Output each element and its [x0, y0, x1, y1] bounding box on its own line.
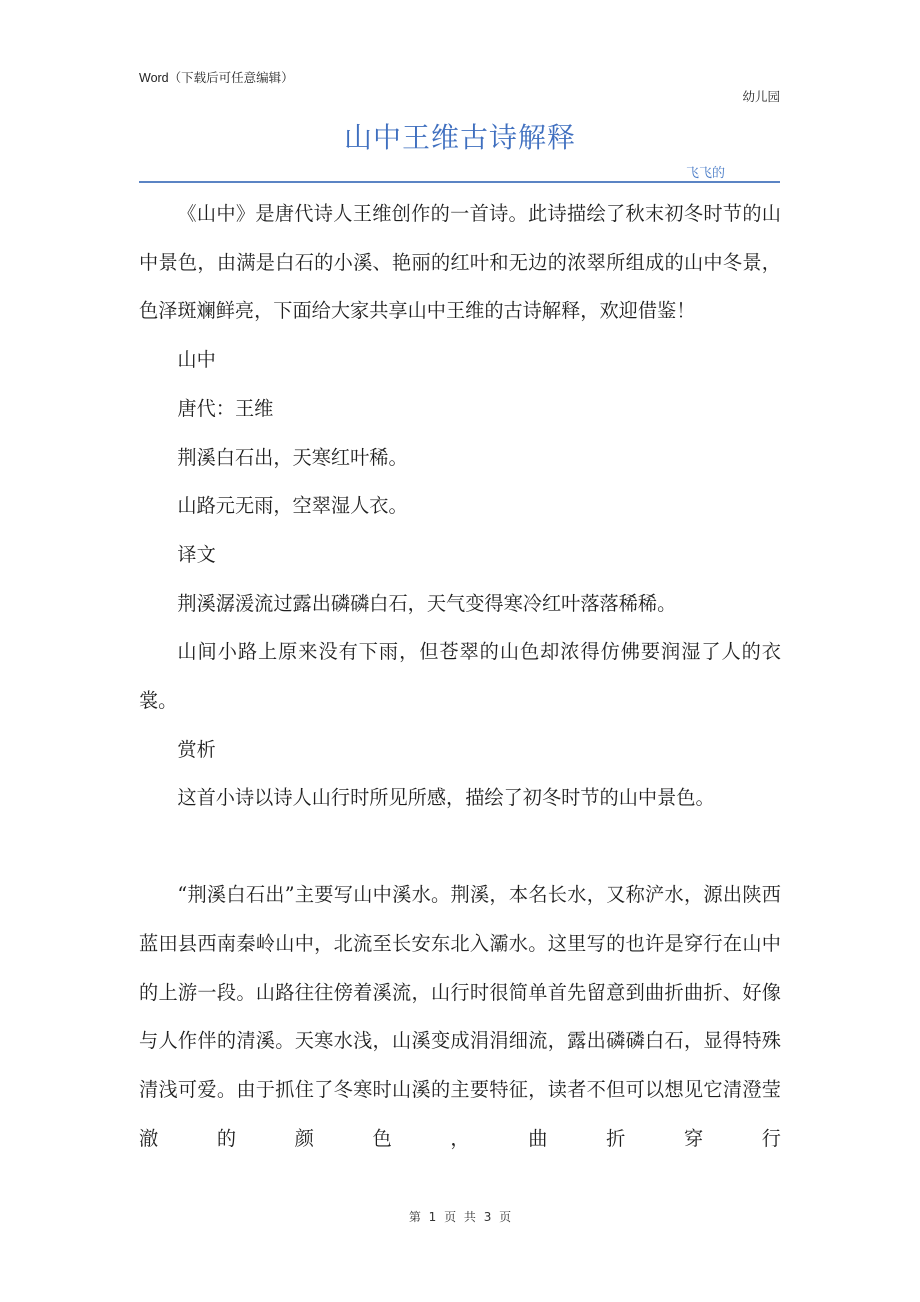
document-author: 飞飞的 [686, 166, 726, 181]
appreciation-paragraph-1: 这首小诗以诗人山行时所见所感，描绘了初冬时节的山中景色。 [177, 786, 715, 810]
translation-line-2: 山间小路上原来没有下雨，但苍翠的山色却浓得仿佛要润湿了人的衣裳。 [139, 640, 781, 713]
poem-line-1: 荆溪白石出，天寒红叶稀。 [177, 445, 408, 469]
section-heading-translation: 译文 [177, 542, 216, 566]
poem-line-2: 山路元无雨，空翠湿人衣。 [177, 494, 408, 518]
poem-title: 山中 [177, 348, 216, 372]
appreciation-paragraph-2: “荆溪白石出”主要写山中溪水。荆溪，本名长水，又称浐水，源出陕西蓝田县西南秦岭山中，北流至长安东北入灞水。这里写的也许是穿行在山中的上游一段。山路往往傍着溪流，山行时很简单首先留意到曲折曲折、好像与人作伴的清溪。天寒水浅，山溪变成涓涓细流，露出磷磷白石，显得特殊清浅可爱。由于抓住了冬寒时山溪的主要特征，读者不但可以想见它清澄莹澈的颜色，曲折穿行 [139, 883, 781, 1150]
paragraph-spacer [139, 823, 781, 871]
poem-author-line: 唐代：王维 [177, 396, 274, 420]
header-right-text: 幼儿园 [742, 90, 780, 104]
document-title: 山中王维古诗解释 [343, 121, 576, 154]
title-underline-rule [139, 181, 780, 183]
page-number-footer: 第 1 页 共 3 页 [408, 1210, 512, 1224]
intro-paragraph: 《山中》是唐代诗人王维创作的一首诗。此诗描绘了秋末初冬时节的山中景色，由满是白石的小溪、艳丽的红叶和无边的浓翠所组成的山中冬景，色泽斑斓鲜亮，下面给大家共享山中王维的古诗解释，欢迎借鉴！ [139, 202, 781, 323]
section-heading-appreciation: 赏析 [177, 737, 216, 761]
translation-line-1: 荆溪潺湲流过露出磷磷白石，天气变得寒冷红叶落落稀稀。 [177, 591, 677, 615]
document-body [139, 190, 781, 1163]
header-left-text: Word（下载后可任意编辑） [139, 71, 294, 85]
